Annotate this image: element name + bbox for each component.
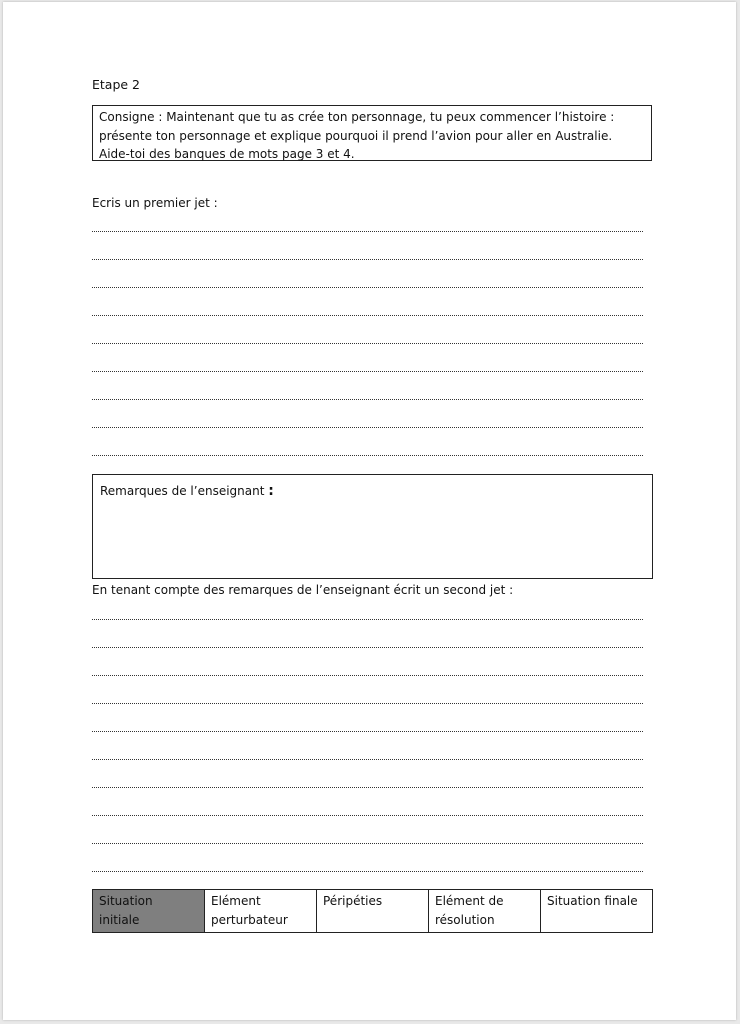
writing-line[interactable]: [92, 871, 643, 872]
writing-line[interactable]: [92, 259, 643, 260]
writing-line[interactable]: [92, 427, 643, 428]
stage-situation-finale: Situation finale: [541, 890, 653, 933]
writing-line[interactable]: [92, 455, 643, 456]
instruction-box: [92, 105, 652, 161]
stage-situation-initiale: Situation initiale: [93, 890, 205, 933]
story-stages-table: [92, 889, 653, 933]
writing-line[interactable]: [92, 371, 643, 372]
step-title: Etape 2: [92, 77, 141, 92]
writing-line[interactable]: [92, 731, 643, 732]
teacher-remarks-box[interactable]: [92, 474, 653, 579]
writing-line[interactable]: [92, 843, 643, 844]
instruction-line: Consigne : Maintenant que tu as crée ton personnage, tu peux commencer l’histoire :: [99, 110, 615, 124]
stage-element-resolution: Elément de résolution: [429, 890, 541, 933]
writing-line[interactable]: [92, 619, 643, 620]
writing-line[interactable]: [92, 231, 643, 232]
writing-line[interactable]: [92, 315, 643, 316]
writing-line[interactable]: [92, 759, 643, 760]
writing-line[interactable]: [92, 343, 643, 344]
stage-peripeties: Péripéties: [317, 890, 429, 933]
instruction-line: présente ton personnage et explique pourquoi il prend l’avion pour aller en Australie.: [99, 128, 613, 143]
writing-line[interactable]: [92, 787, 643, 788]
stage-element-perturbateur: Elément perturbateur: [205, 890, 317, 933]
teacher-remarks-colon: :: [268, 483, 274, 499]
document-page: [3, 2, 736, 1020]
instruction-line: Aide-toi des banques de mots page 3 et 4.: [99, 147, 355, 161]
second-draft-prompt: En tenant compte des remarques de l’enseignant écrit un second jet :: [92, 583, 514, 597]
writing-line[interactable]: [92, 703, 643, 704]
writing-line[interactable]: [92, 675, 643, 676]
table-row: [93, 890, 653, 933]
teacher-remarks-label: Remarques de l’enseignant: [100, 484, 265, 498]
writing-line[interactable]: [92, 287, 643, 288]
writing-line[interactable]: [92, 399, 643, 400]
writing-line[interactable]: [92, 647, 643, 648]
writing-line[interactable]: [92, 815, 643, 816]
first-draft-prompt: Ecris un premier jet :: [92, 196, 218, 210]
